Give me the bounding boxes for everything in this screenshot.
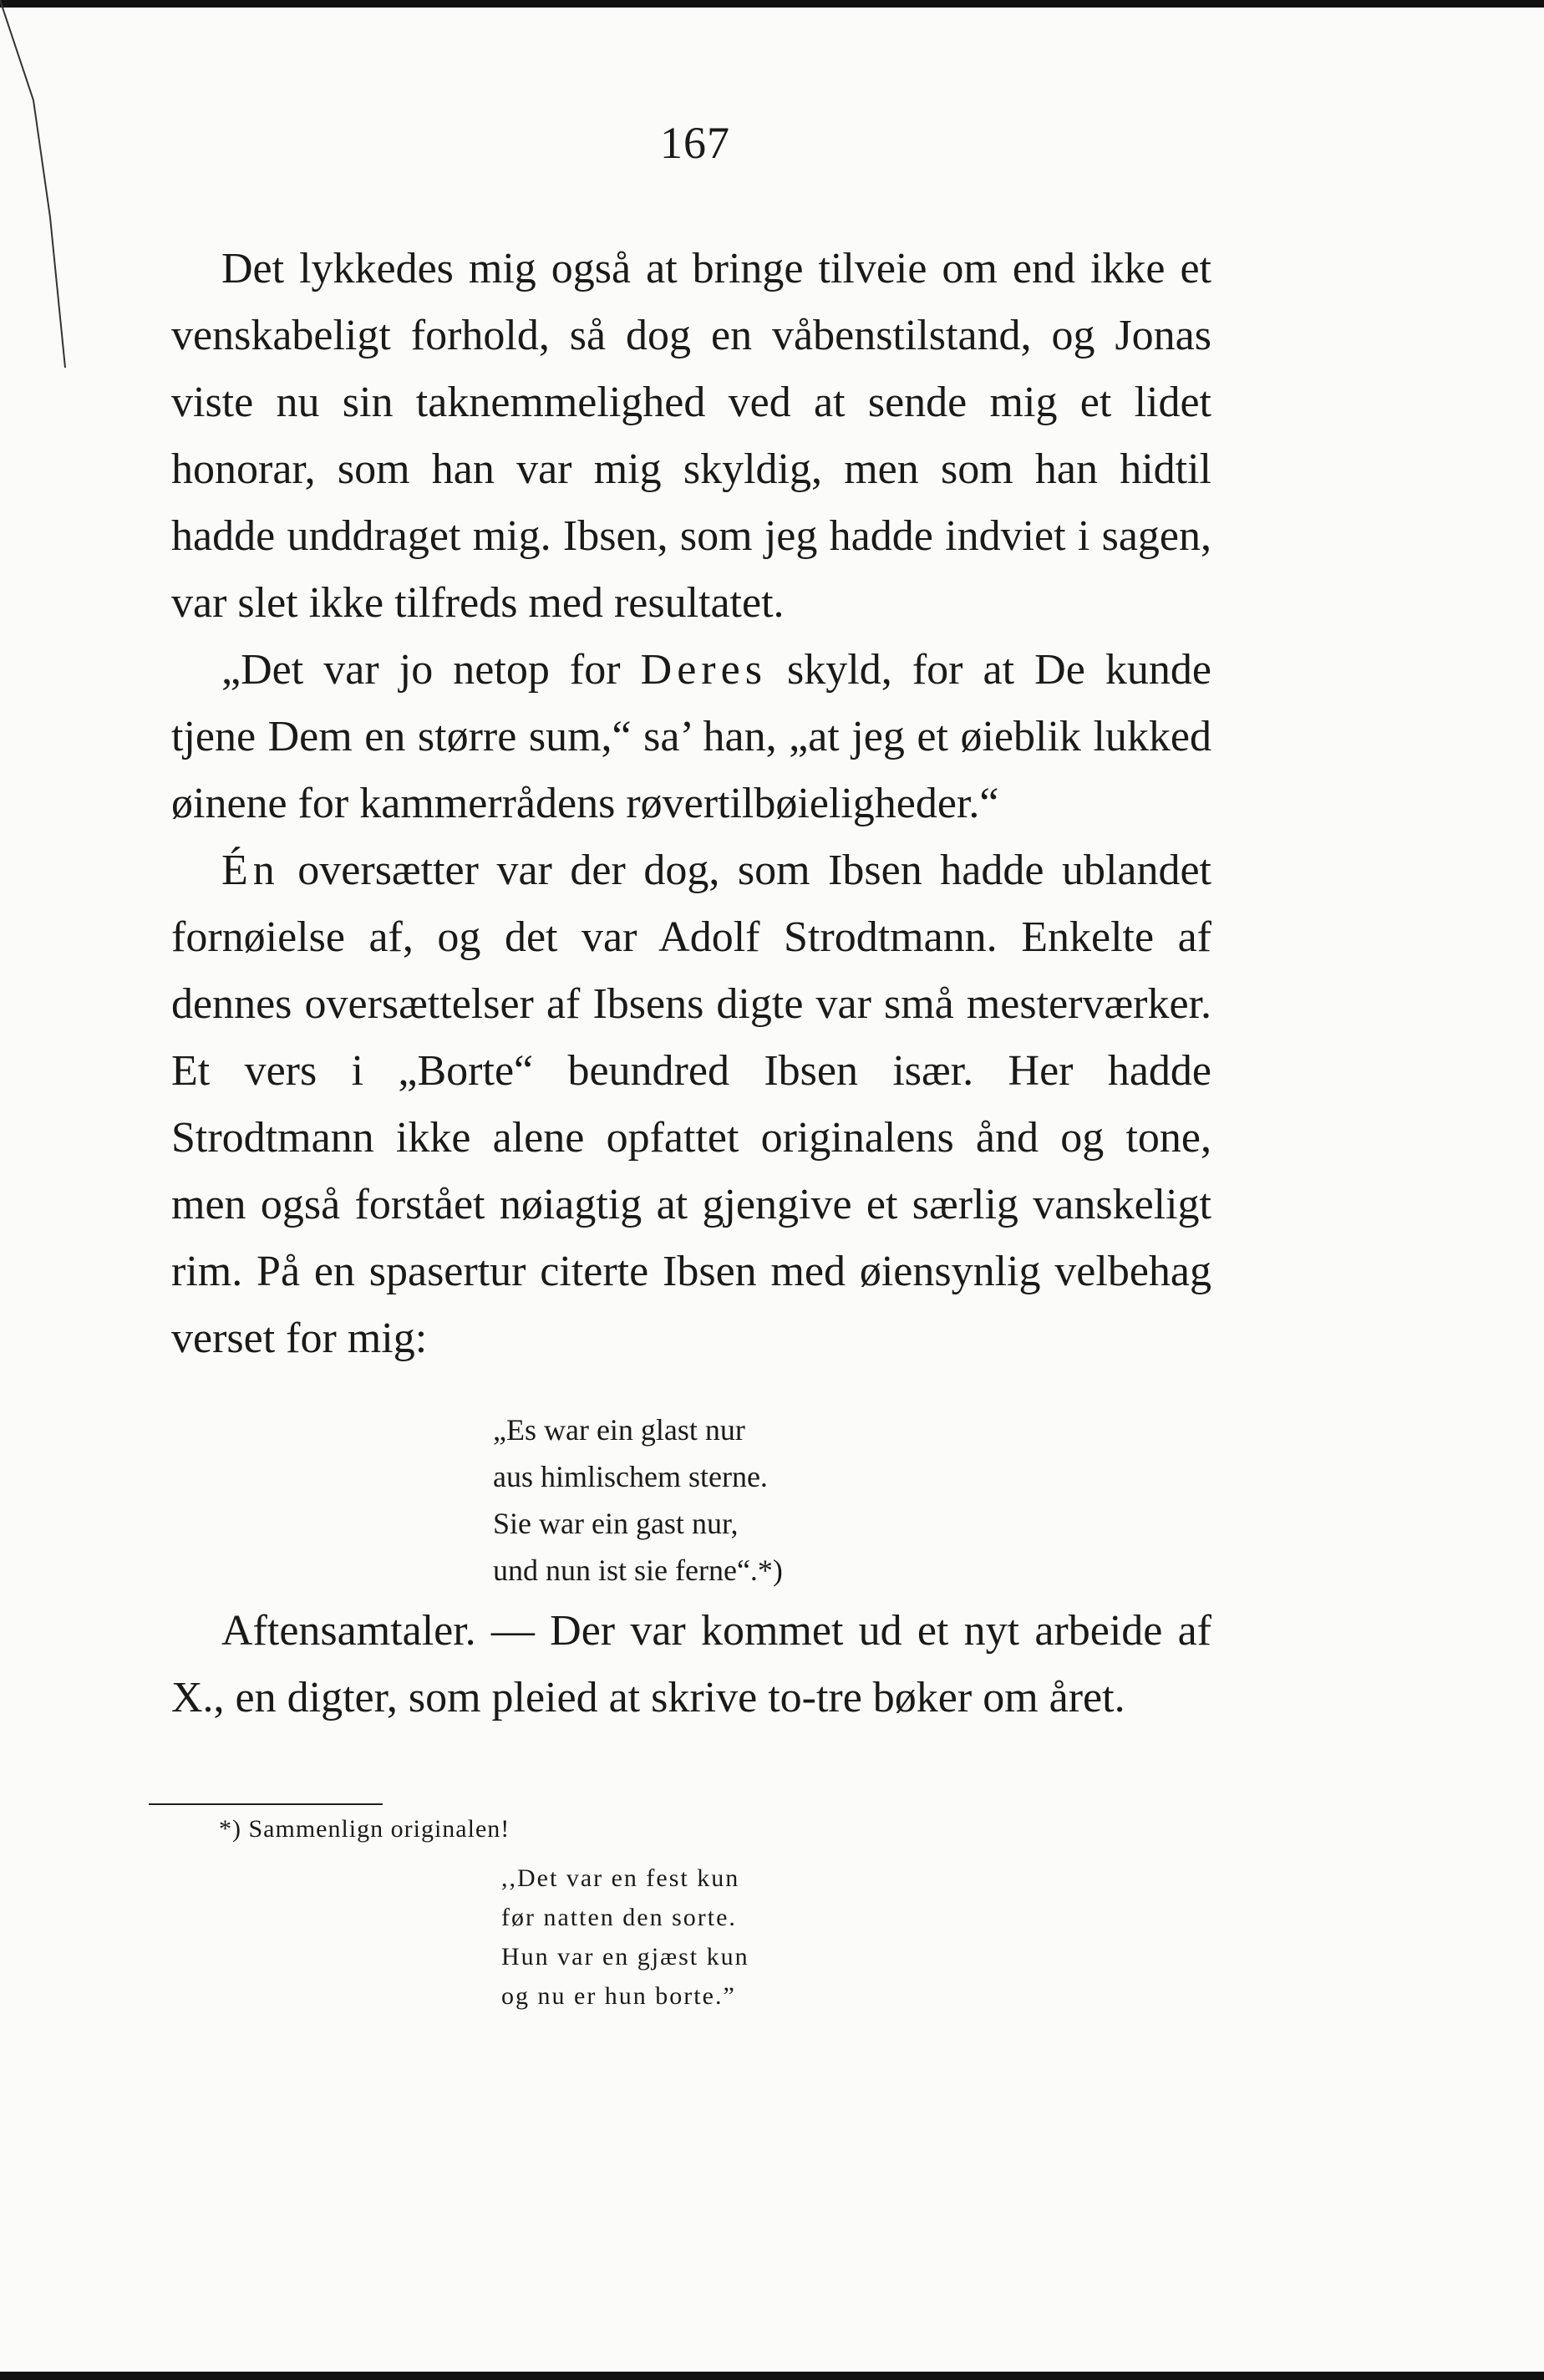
quoted-verse [493, 1406, 783, 1594]
paragraph-3-emphasis: Én [221, 847, 280, 894]
verse-line: und nun ist sie ferne“.*) [493, 1554, 783, 1587]
bottom-edge-border [0, 2372, 1544, 2380]
footnote-verse-line: ,,Det var en fest kun [501, 1864, 740, 1892]
top-edge-border [0, 0, 1544, 8]
footnote-verse-line: før natten den sorte. [501, 1904, 737, 1931]
footnote-verse-line: Hun var en gjæst kun [501, 1943, 749, 1971]
verse-line: Sie war ein gast nur, [493, 1507, 739, 1540]
main-text-block [171, 236, 1211, 1372]
paragraph-2 [171, 637, 1211, 837]
footnote-verse [501, 1859, 749, 2016]
paragraph-1: Det lykkedes mig også at bringe tilveie om end ikke et venskabeligt forhold, så dog en våbenstilstand, og Jonas viste nu sin taknemmelighed ved at sende mig et lidet honorar, som han var mig skyldig, men som han hidtil hadde unddraget mig. Ibsen, som jeg hadde indviet i sagen, var slet ikke tilfreds med resultatet. [171, 245, 1211, 627]
footnote-label: *) Sammenlign originalen! [219, 1815, 510, 1843]
verse-line: „Es war ein glast nur [493, 1413, 745, 1447]
paragraph-2-emphasis: Deres [640, 646, 767, 694]
paragraph-3 [171, 837, 1211, 1372]
footnote-verse-line: og nu er hun borte.” [501, 1982, 736, 2010]
page-number: 167 [660, 118, 730, 168]
paragraph-2-text-start: „Det var jo netop for [221, 646, 641, 694]
verse-line: aus himlischem sterne. [493, 1460, 768, 1493]
paragraph-2-text-end: skyld, for at De kunde tjene Dem en større sum,“ sa’ han, „at jeg et øieblik lukked øinene for kammerrådens røvertilbøieligheder.“ [171, 646, 1211, 827]
section-text-block [171, 1598, 1211, 1732]
footnote-divider [149, 1803, 383, 1805]
paragraph-4: Aftensamtaler. — Der var kommet ud et nyt arbeide af X., en digter, som pleied at skrive to-tre bøker om året. [171, 1607, 1211, 1721]
binding-shadow-line [0, 0, 100, 368]
paragraph-3-text: oversætter var der dog, som Ibsen hadde ublandet fornøielse af, og det var Adolf Strodtmann. Enkelte af dennes oversættelser af Ibsens digte var små mesterværker. Et vers i „Borte“ beundred Ibsen især. Her hadde Strodtmann ikke alene opfattet originalens ånd og tone, men også forstået nøiagtig at gjengive et særlig vanskeligt rim. På en spasertur citerte Ibsen med øiensynlig velbehag verset for mig: [171, 847, 1211, 1362]
